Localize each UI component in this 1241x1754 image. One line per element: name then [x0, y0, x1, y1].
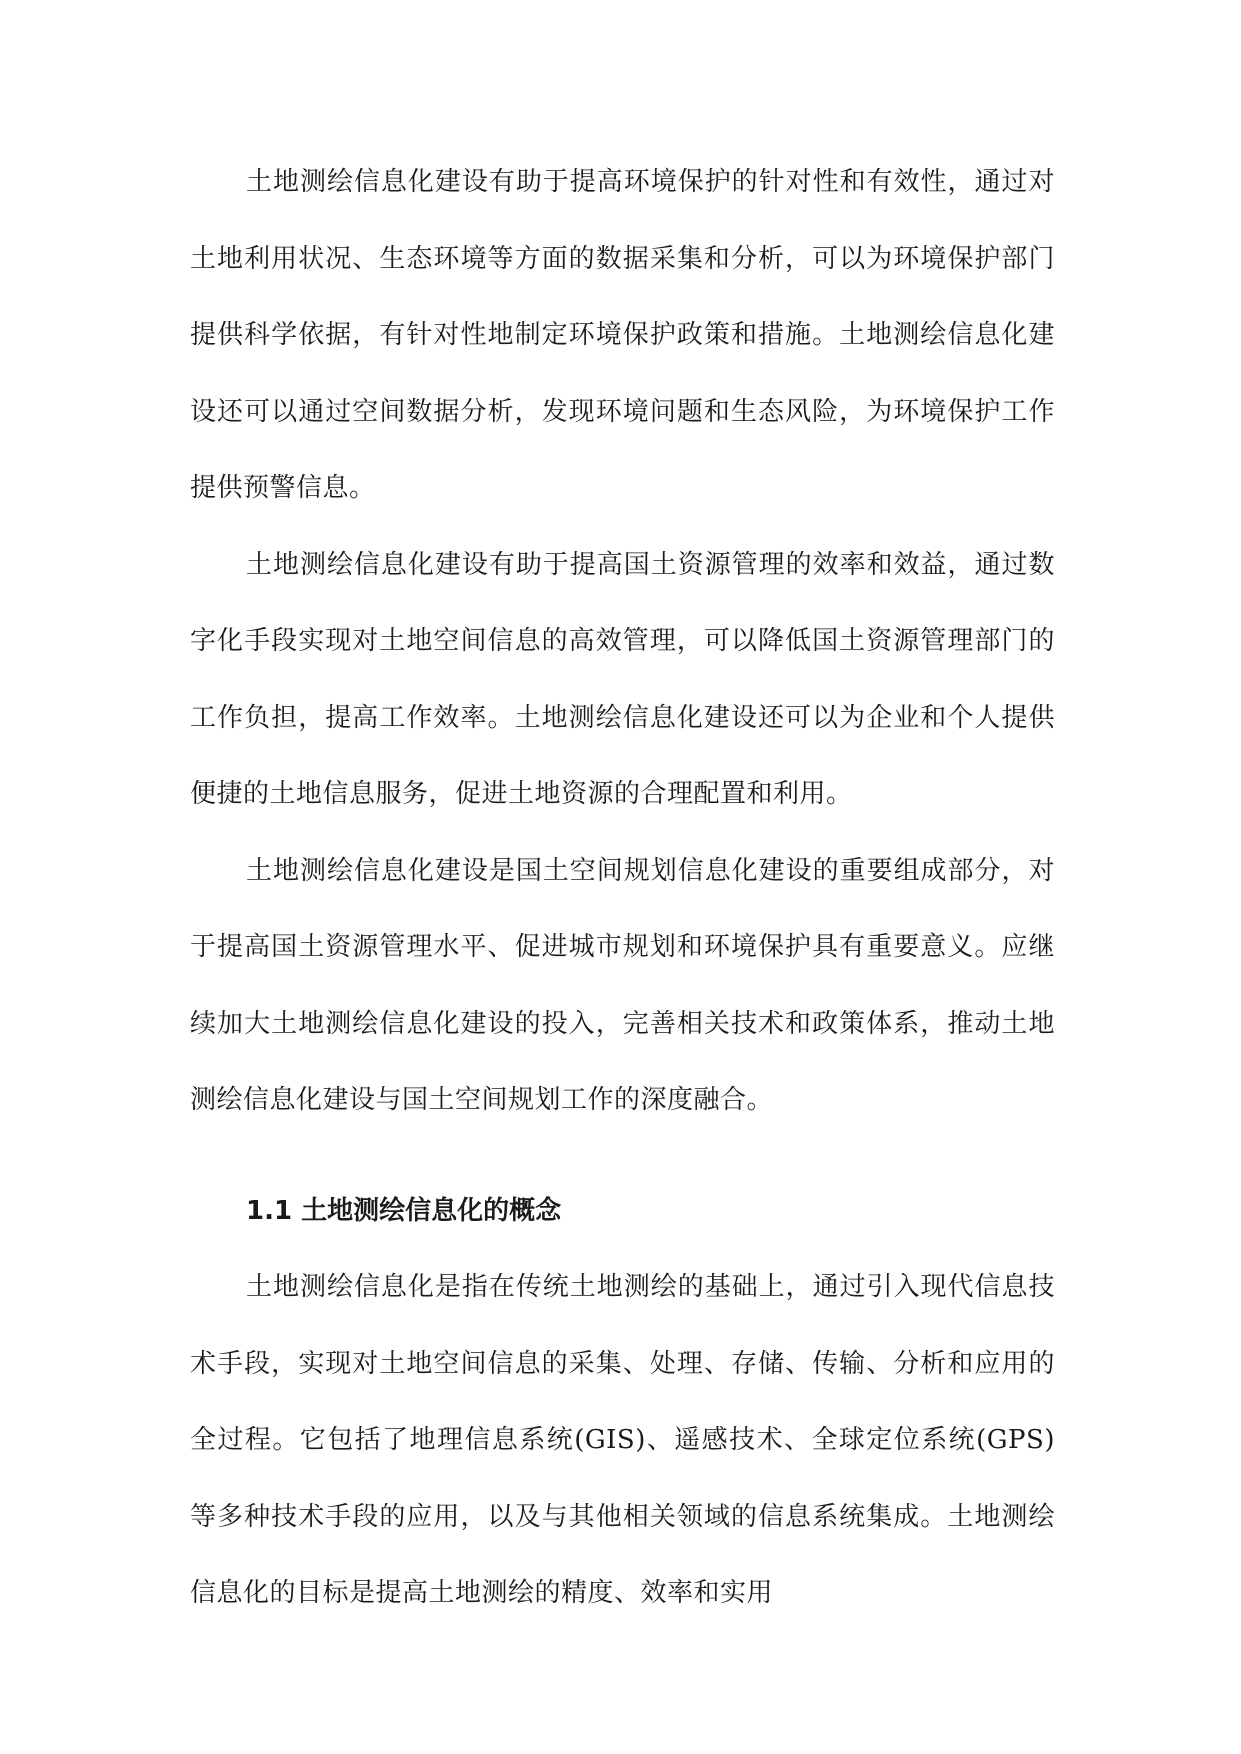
section-heading: 1.1 土地测绘信息化的概念: [246, 1195, 562, 1226]
paragraph-resource-management: 土地测绘信息化建设有助于提高国土资源管理的效率和效益，通过数字化手段实现对土地空间信息的高效管理，可以降低国土资源管理部门的工作负担，提高工作效率。土地测绘信息化建设还可以为企业和个人提供便捷的土地信息服务，促进土地资源的合理配置和利用。: [190, 549, 1055, 809]
paragraph-spatial-planning: 土地测绘信息化建设是国土空间规划信息化建设的重要组成部分，对于提高国土资源管理水平、促进城市规划和环境保护具有重要意义。应继续加大土地测绘信息化建设的投入，完善相关技术和政策体系，推动土地测绘信息化建设与国土空间规划工作的深度融合。: [190, 855, 1055, 1115]
paragraph-concept: 土地测绘信息化是指在传统土地测绘的基础上，通过引入现代信息技术手段，实现对土地空间信息的采集、处理、存储、传输、分析和应用的全过程。它包括了地理信息系统(GIS)、遥感技术、全球定位系统(GPS)等多种技术手段的应用，以及与其他相关领域的信息系统集成。土地测绘信息化的目标是提高土地测绘的精度、效率和实用: [190, 1272, 1055, 1608]
paragraph-environment-protection: 土地测绘信息化建设有助于提高环境保护的针对性和有效性，通过对土地利用状况、生态环境等方面的数据采集和分析，可以为环境保护部门提供科学依据，有针对性地制定环境保护政策和措施。土地测绘信息化建设还可以通过空间数据分析，发现环境问题和生态风险，为环境保护工作提供预警信息。: [190, 167, 1055, 503]
document-body: [190, 144, 1055, 1632]
